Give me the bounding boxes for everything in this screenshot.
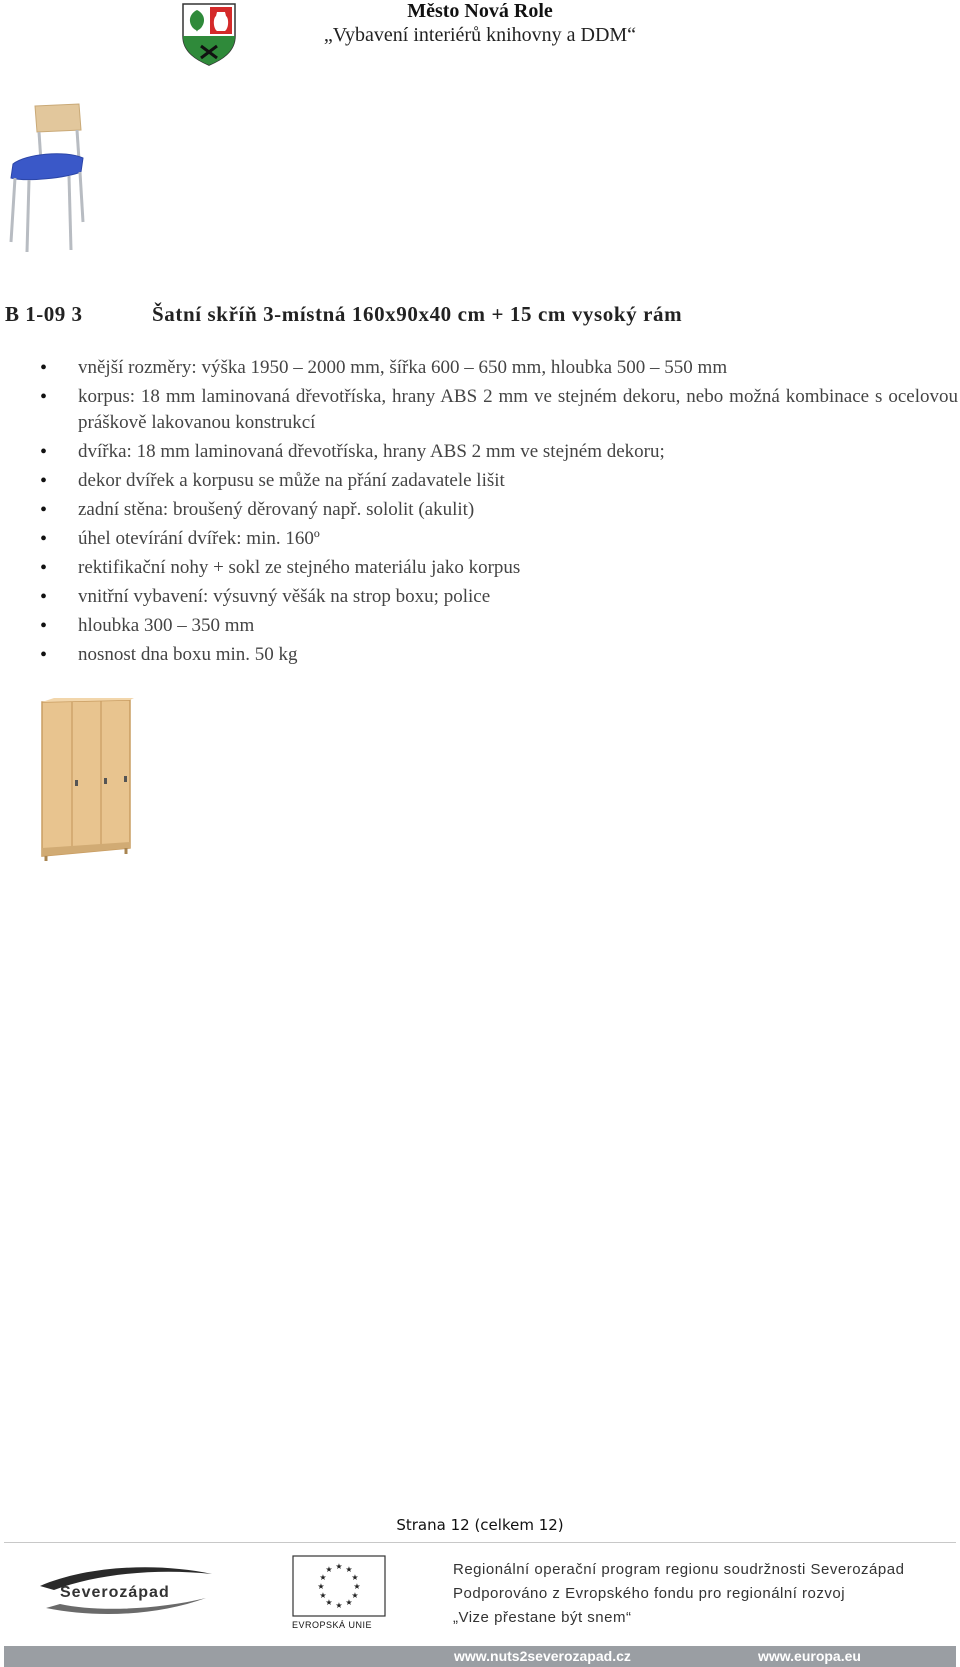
header-subtitle: „Vybavení interiérů knihovny a DDM“ bbox=[323, 24, 637, 46]
link-nuts2severozapad[interactable]: www.nuts2severozapad.cz bbox=[454, 1648, 631, 1664]
svg-text:★: ★ bbox=[325, 1598, 333, 1607]
svg-text:★: ★ bbox=[351, 1591, 359, 1600]
spec-item: • vnější rozměry: výška 1950 – 2000 mm, šířka 600 – 650 mm, hloubka 500 – 550 mm bbox=[40, 355, 958, 381]
page-number: Strana 12 (celkem 12) bbox=[396, 1516, 564, 1534]
wardrobe-photo bbox=[38, 698, 134, 863]
item-code: B 1-09 3 bbox=[5, 302, 83, 326]
link-europa[interactable]: www.europa.eu bbox=[758, 1648, 861, 1664]
severozapad-label: Severozápad bbox=[60, 1584, 170, 1601]
item-title: Šatní skříň 3-místná 160x90x40 cm + 15 cm vysoký rám bbox=[152, 302, 683, 326]
severozapad-logo bbox=[36, 1558, 214, 1622]
program-line-3: „Vize přestane být snem“ bbox=[453, 1609, 632, 1626]
spec-item: • rektifikační nohy + sokl ze stejného materiálu jako korpus bbox=[40, 555, 958, 581]
svg-text:★: ★ bbox=[345, 1565, 353, 1574]
spec-item: • vnitřní vybavení: výsuvný věšák na strop boxu; police bbox=[40, 584, 958, 610]
svg-text:★: ★ bbox=[335, 1562, 343, 1571]
svg-text:★: ★ bbox=[345, 1598, 353, 1607]
header-title: Město Nová Role bbox=[407, 0, 553, 22]
spec-item: • zadní stěna: broušený děrovaný např. sololit (akulit) bbox=[40, 497, 958, 523]
eu-label: EVROPSKÁ UNIE bbox=[292, 1620, 373, 1630]
chair-photo bbox=[5, 102, 87, 254]
spec-item: • korpus: 18 mm laminovaná dřevotříska, hrany ABS 2 mm ve stejném dekoru, nebo možná kombinace s ocelovou práškově lakovanou konstrukcí bbox=[40, 384, 958, 436]
svg-text:★: ★ bbox=[353, 1582, 361, 1591]
eu-flag-icon bbox=[292, 1555, 386, 1617]
svg-text:★: ★ bbox=[317, 1582, 325, 1591]
svg-text:★: ★ bbox=[325, 1565, 333, 1574]
program-line-1: Regionální operační program regionu soudržnosti Severozápad bbox=[453, 1561, 905, 1578]
spec-item: • dekor dvířek a korpusu se může na přání zadavatele lišit bbox=[40, 468, 958, 494]
footer-divider bbox=[4, 1542, 956, 1543]
svg-text:★: ★ bbox=[351, 1573, 359, 1582]
spec-item: • dvířka: 18 mm laminovaná dřevotříska, hrany ABS 2 mm ve stejném dekoru; bbox=[40, 439, 958, 465]
spec-item: • hloubka 300 – 350 mm bbox=[40, 613, 958, 639]
svg-text:★: ★ bbox=[319, 1573, 327, 1582]
spec-item: • úhel otevírání dvířek: min. 160º bbox=[40, 526, 958, 552]
spec-item: • nosnost dna boxu min. 50 kg bbox=[40, 642, 958, 668]
spec-list bbox=[40, 355, 958, 671]
program-line-2: Podporováno z Evropského fondu pro regionální rozvoj bbox=[453, 1585, 846, 1602]
svg-text:★: ★ bbox=[319, 1591, 327, 1600]
svg-text:★: ★ bbox=[335, 1601, 343, 1610]
